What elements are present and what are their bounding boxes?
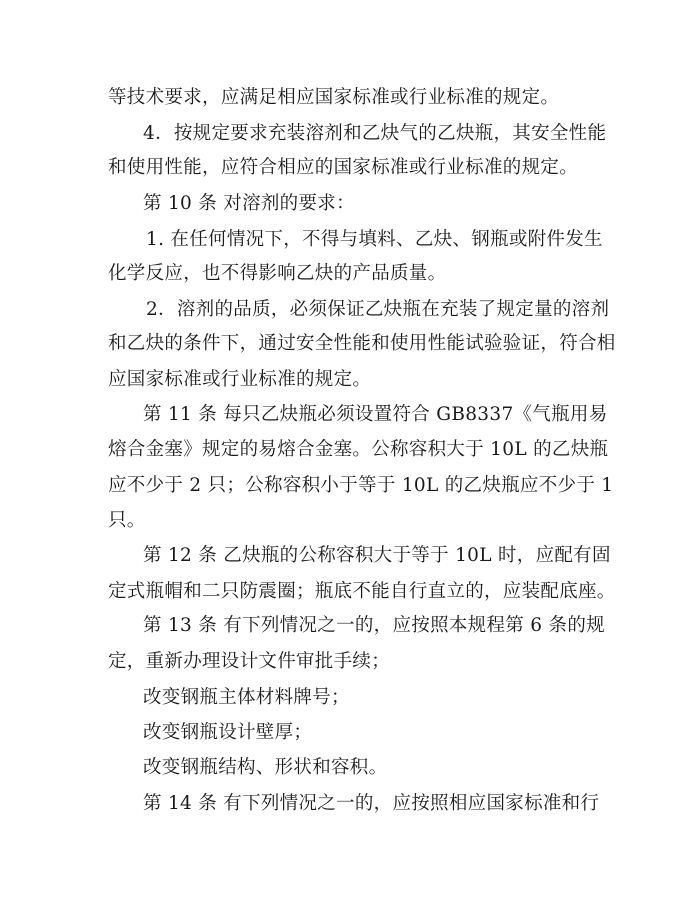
text-line: 熔合金塞》规定的易熔合金塞。公称容积大于 10L 的乙炔瓶 [108,439,609,460]
text-line: 和使用性能，应符合相应的国家标准或行业标准的规定。 [108,157,579,178]
text-line: 只。 [108,510,146,531]
text-line: 应不少于 2 只；公称容积小于等于 10L 的乙炔瓶应不少于 1 [108,475,614,496]
text-line: 1. 在任何情况下，不得与填料、乙炔、钢瓶或附件发生 [146,229,603,250]
text-line: 和乙炔的条件下，通过安全性能和使用性能试验验证，符合相 [108,333,616,354]
text-line: 应国家标准或行业标准的规定。 [108,369,372,390]
text-line: 化学反应，也不得影响乙炔的产品质量。 [108,263,447,284]
article-heading: 第 13 条 有下列情况之一的，应按照本规程第 6 条的规 [143,615,605,636]
article-heading: 第 14 条 有下列情况之一的，应按照相应国家标准和行 [143,793,600,814]
list-item: 改变钢瓶设计壁厚； [143,722,313,743]
list-item: 改变钢瓶结构、形状和容积。 [143,757,388,778]
text-line: 2．溶剂的品质，必须保证乙炔瓶在充装了规定量的溶剂 [146,299,610,320]
text-line: 等技术要求，应满足相应国家标准或行业标准的规定。 [108,87,560,108]
text-line: 4．按规定要求充装溶剂和乙炔气的乙炔瓶，其安全性能 [143,123,607,144]
text-line: 定，重新办理设计文件审批手续； [108,651,391,672]
article-heading: 第 12 条 乙炔瓶的公称容积大于等于 10L 时，应配有固 [143,545,611,566]
article-heading: 第 10 条 对溶剂的要求： [143,193,355,214]
list-item: 改变钢瓶主体材料牌号； [143,687,350,708]
article-heading: 第 11 条 每只乙炔瓶必须设置符合 GB8337《气瓶用易 [143,404,608,425]
text-line: 定式瓶帽和二只防震圈；瓶底不能自行直立的，应装配底座。 [108,581,616,602]
